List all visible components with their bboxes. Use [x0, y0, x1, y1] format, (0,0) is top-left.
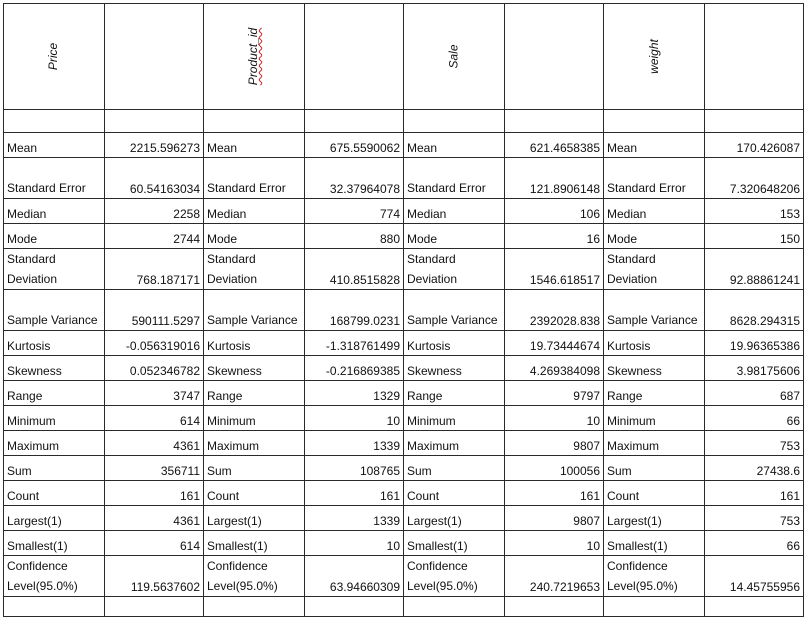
- empty-cell[interactable]: [204, 110, 305, 133]
- stat-value-cell[interactable]: -0.216869385: [305, 356, 404, 381]
- stat-label-cell[interactable]: Sum: [4, 456, 105, 481]
- empty-cell[interactable]: [705, 597, 804, 617]
- stat-value-cell[interactable]: 60.54163034: [105, 158, 204, 199]
- blank-row: [4, 110, 804, 133]
- table-row: [4, 356, 804, 381]
- stat-label-cell[interactable]: Mean: [604, 133, 705, 158]
- empty-cell[interactable]: [404, 110, 505, 133]
- table-row: [4, 481, 804, 506]
- stat-value-cell[interactable]: 4.269384098: [505, 356, 604, 381]
- stat-value-cell[interactable]: 161: [505, 481, 604, 506]
- table-row: [4, 290, 804, 331]
- stat-value-cell[interactable]: 168799.0231: [305, 290, 404, 331]
- stat-label-cell[interactable]: Skewness: [404, 356, 505, 381]
- stat-value-cell[interactable]: 9797: [505, 381, 604, 406]
- stat-label-cell[interactable]: Count: [204, 481, 305, 506]
- stat-value-cell[interactable]: 621.4658385: [505, 133, 604, 158]
- stat-value-cell[interactable]: 753: [705, 431, 804, 456]
- empty-cell[interactable]: [305, 597, 404, 617]
- stat-label-cell[interactable]: Mode: [4, 224, 105, 249]
- empty-cell[interactable]: [604, 597, 705, 617]
- stat-label-cell[interactable]: Sample Variance: [404, 290, 505, 331]
- stat-label-cell[interactable]: Median: [604, 199, 705, 224]
- empty-header-cell[interactable]: [705, 4, 804, 110]
- stat-value-cell[interactable]: 92.88861241: [705, 249, 804, 290]
- column-header-price: Price: [46, 42, 61, 71]
- column-header-cell[interactable]: [404, 4, 505, 110]
- stat-value-cell[interactable]: 153: [705, 199, 804, 224]
- column-header-sale: Sale: [446, 44, 461, 69]
- stat-value-cell[interactable]: 9807: [505, 431, 604, 456]
- stat-label-cell[interactable]: Minimum: [404, 406, 505, 431]
- stat-label-cell[interactable]: Sample Variance: [204, 290, 305, 331]
- stat-label-cell[interactable]: Minimum: [4, 406, 105, 431]
- stat-label-cell[interactable]: Mean: [4, 133, 105, 158]
- stat-value-cell[interactable]: 1339: [305, 506, 404, 531]
- table-row: [4, 158, 804, 199]
- stat-value-cell[interactable]: 614: [105, 531, 204, 556]
- stat-label-cell[interactable]: Confidence Level(95.0%): [404, 556, 505, 597]
- stat-value-cell[interactable]: -1.318761499: [305, 331, 404, 356]
- stat-label-cell[interactable]: Confidence Level(95.0%): [204, 556, 305, 597]
- stat-label-cell[interactable]: Sum: [604, 456, 705, 481]
- stat-label-cell[interactable]: Standard Deviation: [204, 249, 305, 290]
- stat-value-cell[interactable]: 774: [305, 199, 404, 224]
- stat-value-cell[interactable]: 2392028.838: [505, 290, 604, 331]
- stat-value-cell[interactable]: 687: [705, 381, 804, 406]
- stat-label-cell[interactable]: Median: [404, 199, 505, 224]
- column-header-cell[interactable]: [204, 4, 305, 110]
- stat-label-cell[interactable]: Largest(1): [404, 506, 505, 531]
- stat-label-cell[interactable]: Standard Error: [204, 158, 305, 199]
- blank-row: [4, 597, 804, 617]
- column-header-cell[interactable]: [604, 4, 705, 110]
- stat-value-cell[interactable]: 16: [505, 224, 604, 249]
- stat-value-cell[interactable]: 4361: [105, 506, 204, 531]
- stat-value-cell[interactable]: 9807: [505, 506, 604, 531]
- stat-label-cell[interactable]: Smallest(1): [604, 531, 705, 556]
- stat-value-cell[interactable]: 19.73444674: [505, 331, 604, 356]
- stat-value-cell[interactable]: 100056: [505, 456, 604, 481]
- stat-label-cell[interactable]: Minimum: [204, 406, 305, 431]
- stat-value-cell[interactable]: 66: [705, 531, 804, 556]
- stat-label-cell[interactable]: Smallest(1): [404, 531, 505, 556]
- stat-label-cell[interactable]: Sum: [204, 456, 305, 481]
- stat-label-cell[interactable]: Skewness: [604, 356, 705, 381]
- stat-value-cell[interactable]: 7.320648206: [705, 158, 804, 199]
- stat-value-cell[interactable]: 161: [705, 481, 804, 506]
- table-row: [4, 506, 804, 531]
- stat-label-cell[interactable]: Sum: [404, 456, 505, 481]
- header-row: [4, 4, 804, 110]
- stat-value-cell[interactable]: 170.426087: [705, 133, 804, 158]
- stat-value-cell[interactable]: 240.7219653: [505, 556, 604, 597]
- stat-label-cell[interactable]: Sample Variance: [4, 290, 105, 331]
- stat-value-cell[interactable]: 10: [505, 531, 604, 556]
- stat-value-cell[interactable]: 1329: [305, 381, 404, 406]
- stat-label-cell[interactable]: Maximum: [4, 431, 105, 456]
- stat-label-cell[interactable]: Skewness: [204, 356, 305, 381]
- empty-header-cell[interactable]: [505, 4, 604, 110]
- stat-label-cell[interactable]: Largest(1): [204, 506, 305, 531]
- stat-label-cell[interactable]: Standard Deviation: [404, 249, 505, 290]
- stat-value-cell[interactable]: 590111.5297: [105, 290, 204, 331]
- stat-value-cell[interactable]: 753: [705, 506, 804, 531]
- empty-cell[interactable]: [105, 110, 204, 133]
- table-row: [4, 133, 804, 158]
- stat-label-cell[interactable]: Skewness: [4, 356, 105, 381]
- stat-label-cell[interactable]: Kurtosis: [4, 331, 105, 356]
- empty-cell[interactable]: [105, 597, 204, 617]
- empty-cell[interactable]: [604, 110, 705, 133]
- stat-label-cell[interactable]: Kurtosis: [404, 331, 505, 356]
- stat-label-cell[interactable]: Smallest(1): [204, 531, 305, 556]
- stat-value-cell[interactable]: 8628.294315: [705, 290, 804, 331]
- stat-value-cell[interactable]: -0.056319016: [105, 331, 204, 356]
- stat-label-cell[interactable]: Mean: [404, 133, 505, 158]
- stat-label-cell[interactable]: Median: [204, 199, 305, 224]
- stat-label-cell[interactable]: Range: [204, 381, 305, 406]
- stat-label-cell[interactable]: Mode: [404, 224, 505, 249]
- stat-label-cell[interactable]: Smallest(1): [4, 531, 105, 556]
- stat-label-cell[interactable]: Mode: [604, 224, 705, 249]
- stat-value-cell[interactable]: 1339: [305, 431, 404, 456]
- stat-label-cell[interactable]: Range: [404, 381, 505, 406]
- stat-label-cell[interactable]: Minimum: [604, 406, 705, 431]
- stat-value-cell[interactable]: 10: [505, 406, 604, 431]
- stat-value-cell[interactable]: 614: [105, 406, 204, 431]
- stat-label-cell[interactable]: Confidence Level(95.0%): [4, 556, 105, 597]
- column-header-cell[interactable]: [4, 4, 105, 110]
- stat-value-cell[interactable]: 161: [305, 481, 404, 506]
- stat-label-cell[interactable]: Mean: [204, 133, 305, 158]
- table-row: [4, 531, 804, 556]
- stat-label-cell[interactable]: Largest(1): [604, 506, 705, 531]
- stat-value-cell[interactable]: 880: [305, 224, 404, 249]
- empty-cell[interactable]: [705, 110, 804, 133]
- table-row: [4, 381, 804, 406]
- stat-label-cell[interactable]: Count: [604, 481, 705, 506]
- stat-label-cell[interactable]: Maximum: [604, 431, 705, 456]
- stat-value-cell[interactable]: 2215.596273: [105, 133, 204, 158]
- stat-value-cell[interactable]: 19.96365386: [705, 331, 804, 356]
- empty-cell[interactable]: [404, 597, 505, 617]
- stat-value-cell[interactable]: 14.45755956: [705, 556, 804, 597]
- table-row: [4, 556, 804, 597]
- stat-label-cell[interactable]: Kurtosis: [204, 331, 305, 356]
- stat-value-cell[interactable]: 108765: [305, 456, 404, 481]
- stat-label-cell[interactable]: Sample Variance: [604, 290, 705, 331]
- table-row: [4, 249, 804, 290]
- table-row: [4, 456, 804, 481]
- stat-label-cell[interactable]: Standard Deviation: [604, 249, 705, 290]
- stat-label-cell[interactable]: Confidence Level(95.0%): [604, 556, 705, 597]
- stat-value-cell[interactable]: 3.98175606: [705, 356, 804, 381]
- table-row: [4, 406, 804, 431]
- stat-value-cell[interactable]: 1546.618517: [505, 249, 604, 290]
- table-row: [4, 431, 804, 456]
- stat-value-cell[interactable]: 121.8906148: [505, 158, 604, 199]
- stat-label-cell[interactable]: Standard Error: [604, 158, 705, 199]
- stat-value-cell[interactable]: 66: [705, 406, 804, 431]
- column-header-weight: weight: [646, 39, 661, 74]
- stat-value-cell[interactable]: 675.5590062: [305, 133, 404, 158]
- descriptive-statistics-table: [3, 3, 804, 617]
- stat-value-cell[interactable]: 106: [505, 199, 604, 224]
- stat-label-cell[interactable]: Mode: [204, 224, 305, 249]
- table-row: [4, 224, 804, 249]
- stat-label-cell[interactable]: Range: [4, 381, 105, 406]
- empty-header-cell[interactable]: [305, 4, 404, 110]
- stat-value-cell[interactable]: 356711: [105, 456, 204, 481]
- empty-cell[interactable]: [4, 110, 105, 133]
- stat-value-cell[interactable]: 10: [305, 406, 404, 431]
- stat-value-cell[interactable]: 0.052346782: [105, 356, 204, 381]
- stat-value-cell[interactable]: 2258: [105, 199, 204, 224]
- stat-label-cell[interactable]: Count: [4, 481, 105, 506]
- stat-label-cell[interactable]: Standard Error: [404, 158, 505, 199]
- stat-label-cell[interactable]: Kurtosis: [604, 331, 705, 356]
- table-row: [4, 331, 804, 356]
- stat-value-cell[interactable]: 150: [705, 224, 804, 249]
- stat-label-cell[interactable]: Largest(1): [4, 506, 105, 531]
- column-header-product-id: Product_id: [246, 27, 261, 86]
- stat-label-cell[interactable]: Standard Error: [4, 158, 105, 199]
- stat-value-cell[interactable]: 410.8515828: [305, 249, 404, 290]
- empty-cell[interactable]: [204, 597, 305, 617]
- stat-value-cell[interactable]: 3747: [105, 381, 204, 406]
- stat-value-cell[interactable]: 32.37964078: [305, 158, 404, 199]
- table-row: [4, 199, 804, 224]
- stat-label-cell[interactable]: Count: [404, 481, 505, 506]
- stat-label-cell[interactable]: Maximum: [204, 431, 305, 456]
- stat-value-cell[interactable]: 27438.6: [705, 456, 804, 481]
- stat-value-cell[interactable]: 2744: [105, 224, 204, 249]
- stat-value-cell[interactable]: 63.94660309: [305, 556, 404, 597]
- stat-label-cell[interactable]: Median: [4, 199, 105, 224]
- stat-value-cell[interactable]: 768.187171: [105, 249, 204, 290]
- stat-label-cell[interactable]: Standard Deviation: [4, 249, 105, 290]
- empty-cell[interactable]: [505, 110, 604, 133]
- stat-value-cell[interactable]: 161: [105, 481, 204, 506]
- empty-cell[interactable]: [505, 597, 604, 617]
- empty-cell[interactable]: [305, 110, 404, 133]
- empty-header-cell[interactable]: [105, 4, 204, 110]
- stat-label-cell[interactable]: Range: [604, 381, 705, 406]
- stat-value-cell[interactable]: 119.5637602: [105, 556, 204, 597]
- empty-cell[interactable]: [4, 597, 105, 617]
- stat-value-cell[interactable]: 4361: [105, 431, 204, 456]
- stat-label-cell[interactable]: Maximum: [404, 431, 505, 456]
- stat-value-cell[interactable]: 10: [305, 531, 404, 556]
